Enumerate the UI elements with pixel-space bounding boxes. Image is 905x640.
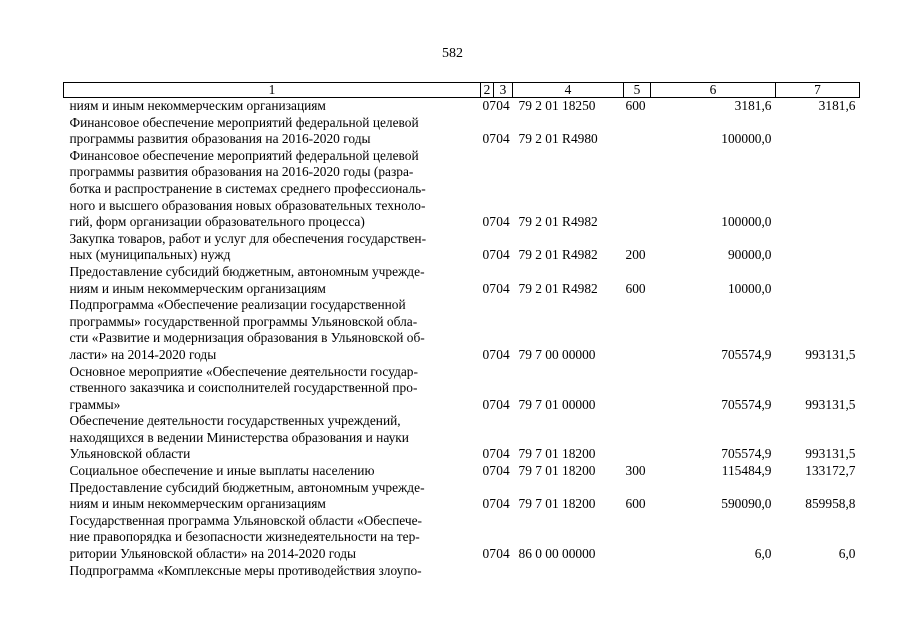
table-row [64, 364, 860, 414]
table-header-row [64, 83, 860, 98]
row-name-line: программы» государственной программы Ульяновской обла- [69, 313, 418, 329]
row-name-line: ботка и распространение в системах среднего профессиональ- [69, 180, 426, 196]
amount-col6: 705574,9 [721, 396, 772, 412]
column-header-2: 2 [481, 83, 494, 98]
expense-type: 600 [625, 280, 646, 296]
amount-col7: 993131,5 [805, 446, 856, 462]
amount-col7 [776, 563, 860, 580]
row-name-line: Основное мероприятие «Обеспечение деятельности государ- [69, 363, 418, 379]
amount-col7: 3181,6 [818, 98, 856, 113]
row-name [64, 231, 481, 264]
row-name-line: Социальное обеспечение и иные выплаты населению [69, 463, 375, 479]
section-code: 07 [482, 496, 496, 512]
target-code: 79 7 01 18200 [518, 496, 596, 512]
subsection-code: 04 [496, 496, 510, 512]
amount-col7 [776, 231, 860, 264]
subsection-code: 04 [496, 214, 510, 230]
row-name-line: Государственная программа Ульяновской области «Обеспече- [69, 512, 423, 528]
section-code: 07 [482, 446, 496, 462]
table-row [64, 115, 860, 148]
row-name [64, 563, 481, 580]
expense-type [624, 513, 651, 563]
section-code: 07 [482, 280, 496, 296]
section-code: 07 [482, 546, 496, 562]
target-code: 79 7 00 00000 [518, 346, 596, 362]
subsection-code: 04 [496, 247, 510, 263]
amount-col6: 90000,0 [727, 247, 772, 263]
budget-table [63, 82, 860, 579]
column-header-5: 5 [624, 83, 651, 98]
row-name-line: ритории Ульяновской области» на 2014-2020 годы [69, 546, 357, 562]
amount-col6 [651, 563, 776, 580]
table-row [64, 297, 860, 363]
subsection-code: 04 [496, 280, 510, 296]
section-code: 07 [482, 463, 496, 479]
row-name-line: ниям и иным некоммерческим организациям [69, 280, 326, 296]
amount-col7 [776, 264, 860, 297]
row-name-line: программы развития образования на 2016-2020 годы [69, 131, 371, 147]
table-row [64, 98, 860, 115]
row-name-line: Финансовое обеспечение мероприятий федеральной целевой [69, 114, 419, 130]
row-name-line: Подпрограмма «Комплексные меры противодействия злоупо- [69, 562, 422, 578]
row-name [64, 148, 481, 231]
row-name-line: находящихся в ведении Министерства образования и науки [69, 429, 409, 445]
subsection-code: 04 [496, 446, 510, 462]
subsection-code: 04 [496, 98, 510, 113]
row-name [64, 264, 481, 297]
amount-col7: 993131,5 [805, 396, 856, 412]
expense-type: 600 [625, 98, 646, 113]
expense-type [624, 297, 651, 363]
expense-type: 300 [625, 463, 646, 479]
row-name [64, 463, 481, 480]
row-name-line: Финансовое обеспечение мероприятий федеральной целевой [69, 147, 419, 163]
amount-col6: 590090,0 [721, 496, 772, 512]
section-code: 07 [482, 346, 496, 362]
subsection-code: 04 [496, 546, 510, 562]
row-name [64, 364, 481, 414]
expense-type [624, 413, 651, 463]
section-code: 07 [482, 131, 496, 147]
table-row [64, 148, 860, 231]
amount-col6: 3181,6 [734, 98, 772, 113]
row-name-line: Ульяновской области [69, 446, 191, 462]
target-code: 79 2 01 R4982 [518, 280, 598, 296]
target-code: 79 2 01 18250 [518, 98, 596, 113]
table-row [64, 480, 860, 513]
row-name-line: Закупка товаров, работ и услуг для обеспечения государствен- [69, 230, 427, 246]
row-name [64, 115, 481, 148]
amount-col7: 133172,7 [805, 463, 856, 479]
row-name [64, 513, 481, 563]
subsection-code: 04 [496, 396, 510, 412]
row-name-line: ниям и иным некоммерческим организациям [69, 496, 326, 512]
column-header-3: 3 [494, 83, 513, 98]
column-header-7: 7 [776, 83, 860, 98]
target-code: 79 2 01 R4982 [518, 214, 598, 230]
subsection-code: 04 [496, 463, 510, 479]
column-header-4: 4 [513, 83, 624, 98]
amount-col6: 6,0 [754, 546, 772, 562]
subsection-code [494, 563, 513, 580]
amount-col7 [776, 115, 860, 148]
target-code: 79 7 01 18200 [518, 446, 596, 462]
amount-col7 [776, 148, 860, 231]
column-header-6: 6 [651, 83, 776, 98]
expense-type: 200 [625, 247, 646, 263]
expense-type [624, 148, 651, 231]
subsection-code: 04 [496, 346, 510, 362]
row-name-line: ласти» на 2014-2020 годы [69, 346, 217, 362]
amount-col6: 705574,9 [721, 446, 772, 462]
row-name-line: Обеспечение деятельности государственных учреждений, [69, 413, 401, 429]
amount-col6: 10000,0 [727, 280, 772, 296]
section-code [481, 563, 494, 580]
row-name [64, 413, 481, 463]
expense-type: 600 [625, 496, 646, 512]
target-code: 79 7 01 18200 [518, 463, 596, 479]
section-code: 07 [482, 214, 496, 230]
amount-col6: 705574,9 [721, 346, 772, 362]
row-name-line: Предоставление субсидий бюджетным, автономным учрежде- [69, 263, 425, 279]
expense-type [624, 364, 651, 414]
row-name [64, 98, 481, 115]
amount-col7: 6,0 [838, 546, 856, 562]
row-name [64, 480, 481, 513]
target-code: 79 2 01 R4982 [518, 247, 598, 263]
column-header-1: 1 [64, 83, 481, 98]
amount-col7: 993131,5 [805, 346, 856, 362]
row-name-line: ние правопорядка и безопасности жизнедеятельности на тер- [69, 529, 420, 545]
row-name-line: Подпрограмма «Обеспечение реализации государственной [69, 297, 406, 313]
amount-col6: 100000,0 [721, 214, 772, 230]
target-code [513, 563, 624, 580]
section-code: 07 [482, 247, 496, 263]
row-name-line: гий, форм организации образовательного процесса) [69, 214, 365, 230]
section-code: 07 [482, 98, 496, 113]
amount-col6: 115484,9 [721, 463, 772, 479]
table-row [64, 231, 860, 264]
row-name-line: программы развития образования на 2016-2020 годы (разра- [69, 164, 414, 180]
target-code: 86 0 00 00000 [518, 546, 596, 562]
row-name-line: ных (муниципальных) нужд [69, 247, 231, 263]
page-number: 582 [442, 46, 463, 61]
row-name [64, 297, 481, 363]
table-row [64, 264, 860, 297]
amount-col6: 100000,0 [721, 131, 772, 147]
table-row [64, 463, 860, 480]
target-code: 79 2 01 R4980 [518, 131, 598, 147]
section-code: 07 [482, 396, 496, 412]
row-name-line: сти «Развитие и модернизация образования в Ульяновской об- [69, 330, 425, 346]
target-code: 79 7 01 00000 [518, 396, 596, 412]
row-name-line: граммы» [69, 396, 121, 412]
row-name-line: ниям и иным некоммерческим организациям [69, 98, 326, 113]
amount-col7: 859958,8 [805, 496, 856, 512]
table-row [64, 513, 860, 563]
expense-type [624, 115, 651, 148]
row-name-line: ственного заказчика и соисполнителей государственной про- [69, 380, 418, 396]
table-row [64, 563, 860, 580]
table-row [64, 413, 860, 463]
expense-type [624, 563, 651, 580]
subsection-code: 04 [496, 131, 510, 147]
row-name-line: Предоставление субсидий бюджетным, автономным учрежде- [69, 479, 425, 495]
row-name-line: ного и высшего образования новых образовательных техноло- [69, 197, 426, 213]
